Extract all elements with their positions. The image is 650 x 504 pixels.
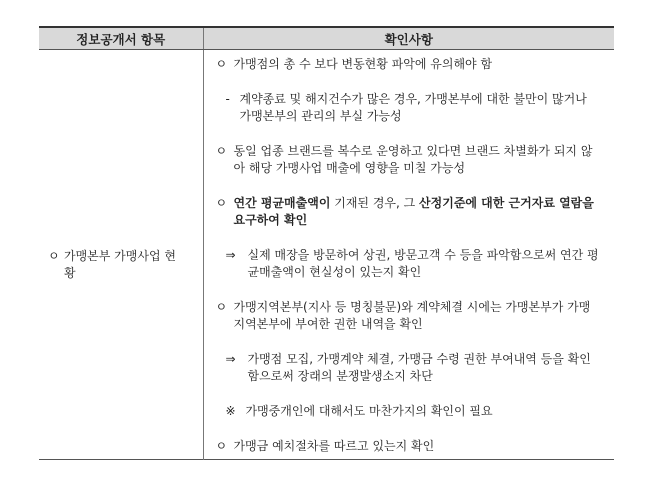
- bullet-marker: ㅇ: [215, 196, 228, 210]
- list-item: ㅇ 가맹지역본부(지사 등 명칭불문)와 계약체결 시에는 가맹본부가 가맹지역본부에 부여한 권한 내역을 확인: [215, 300, 591, 331]
- list-item: ㅇ 연간 평균매출액이 기재된 경우, 그 산정기준에 대한 근거자료 열람을 요구하여 확인: [215, 196, 594, 227]
- bullet-marker: ㅇ: [215, 439, 228, 453]
- list-item: ㅇ 가맹금 예치절차를 따르고 있는지 확인: [215, 439, 435, 453]
- bold-text: 산정기준에 대한 근거자료 열람을 요구하여 확인: [233, 196, 594, 227]
- check-cell: [203, 50, 614, 460]
- bullet-marker: ㅇ: [215, 144, 228, 158]
- info-table: [39, 26, 614, 460]
- list-item: ㅇ 가맹점의 총 수 보다 변동현황 파악에 유의해야 함: [215, 57, 493, 71]
- header-row: [39, 27, 614, 50]
- list-item: ⇒ 가맹점 모집, 가맹계약 체결, 가맹금 수령 권한 부여내역 등을 확인함으로써 장래의 분쟁발생소지 차단: [225, 352, 591, 383]
- dash-marker: -: [225, 92, 230, 106]
- arrow-icon: ⇒: [225, 352, 236, 366]
- item-cell: [39, 50, 203, 460]
- list-item: ㅇ 동일 업종 브랜드를 복수로 운영하고 있다면 브랜드 차별화가 되지 않아 해당 가맹사업 매출에 영향을 미칠 가능성: [215, 144, 593, 175]
- header-check: 확인사항: [203, 27, 614, 50]
- item-label: 가맹본부 가맹사업 현황: [64, 248, 176, 280]
- list-item: ※ 가맹중개인에 대해서도 마찬가지의 확인이 필요: [225, 404, 493, 418]
- bold-text: 연간 평균매출액이: [233, 196, 331, 210]
- bullet-marker: ㅇ: [215, 300, 228, 314]
- arrow-icon: ⇒: [225, 248, 236, 262]
- bullet-marker: ㅇ: [215, 57, 228, 71]
- list-item: ⇒ 실제 매장을 방문하여 상권, 방문고객 수 등을 파악함으로써 연간 평균매출액이 현실성이 있는지 확인: [225, 248, 599, 279]
- note-icon: ※: [225, 404, 236, 418]
- list-item: - 계약종료 및 해지건수가 많은 경우, 가맹본부에 대한 불만이 많거나 가맹본부의 관리의 부실 가능성: [225, 92, 587, 123]
- table-row: [39, 50, 614, 460]
- header-item: 정보공개서 항목: [39, 27, 203, 50]
- bullet-marker: ㅇ: [48, 248, 60, 263]
